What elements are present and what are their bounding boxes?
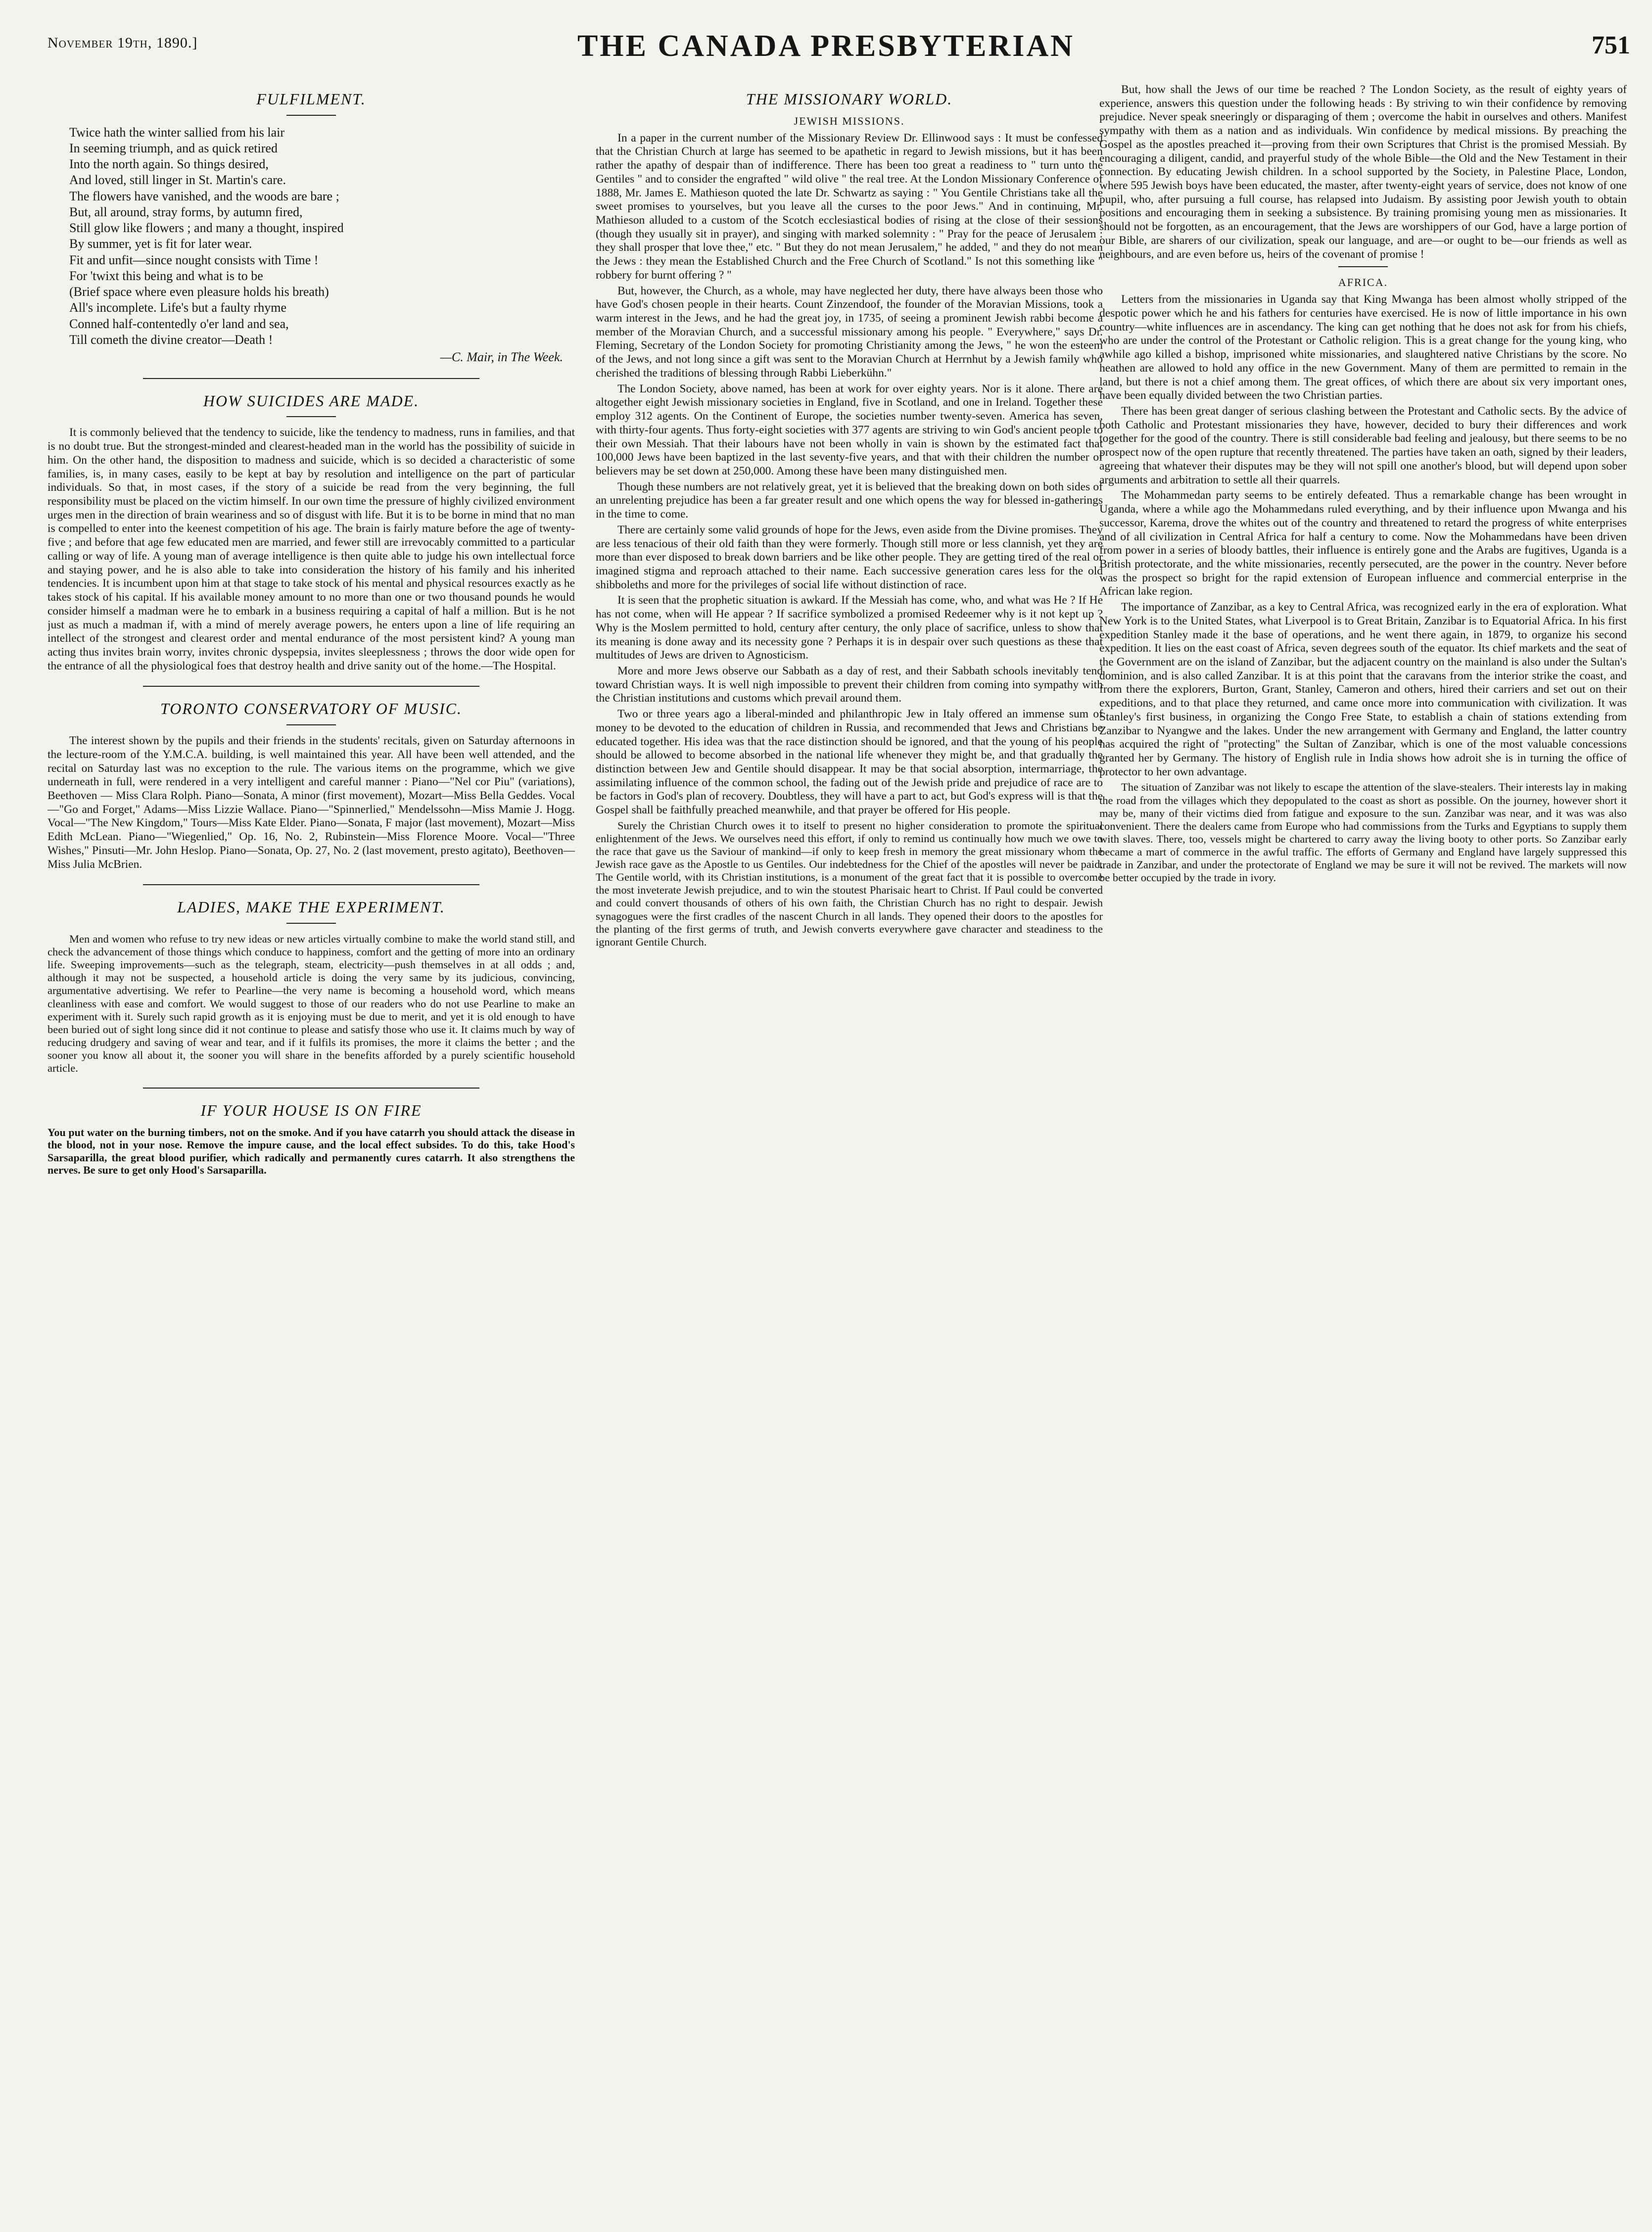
article-paragraph: Two or three years ago a liberal-minded and philanthropic Jew in Italy offered an immense sum of money to be devoted to the education of children in Russia, and recommended that Jews and Christians be educated together. His idea was that the race distinction should be ignored, and that the young of his people should be allowed to become absorbed in the national life whenever they might be, and that gradually the distinction between Jew and Gentile should disappear. It may be that social absorption, intermarriage, the assimilating influence of the common school, the fading out of the Jewish pride and prejudice of race are to be factors in God's plan of recovery. Doubtless, they will have a part to act, but God's express will is that the Gospel shall be faithfully preached meanwhile, and that prayer be offered for His people. [596, 708, 1103, 817]
column-left [47, 83, 575, 2221]
title-rule [286, 416, 336, 417]
suicides-title: HOW SUICIDES ARE MADE. [203, 391, 420, 410]
poem-line: Still glow like flowers ; and many a thought, inspired [69, 221, 344, 236]
poem-line: By summer, yet is fit for later wear. [69, 237, 252, 251]
page-number: 751 [1592, 31, 1630, 59]
africa-title: AFRICA. [1338, 276, 1388, 289]
toronto-title: TORONTO CONSERVATORY OF MUSIC. [160, 700, 462, 718]
ladies-title: LADIES, MAKE THE EXPERIMENT. [177, 898, 445, 916]
poem-line: Twice hath the winter sallied from his lair [69, 125, 284, 140]
poem-line: The flowers have vanished, and the woods are bare ; [69, 189, 339, 203]
poem-line: Into the north again. So things desired, [69, 157, 269, 172]
poem-line: Till cometh the divine creator—Death ! [69, 332, 273, 347]
article-paragraph: It is seen that the prophetic situation is awkard. If the Messiah has come, who, and what was He ? If He has not come, when will He appear ? If sacrifice symbolized a promised Redeemer why is it not kept up ? Why is the Moslem permitted to hold, century after century, the only place of sacrifice, unless to show that its meaning is done away and its necessity gone ? Perhaps it is in despair over such questions as these that multitudes of Jews are driven to Agnosticism. [596, 594, 1103, 662]
article-paragraph: There has been great danger of serious clashing between the Protestant and Catholic sects. By the advice of both Catholic and Protestant missionaries they have, however, decided to bury their differences and work together for the good of the country. There is still considerable bad feeling and jealousy, but there seems to be no prospect now of the open rupture that recently threatened. The parties have taken an oath, signed by their leaders, agreeing that whatever their disputes may be they will not spill one another's blood, but will depend upon sober arguments and arbitration to settle all their quarrels. [1099, 405, 1627, 486]
poem-line: In seeming triumph, and as quick retired [69, 141, 278, 155]
poem-line: (Brief space where even pleasure holds his breath) [69, 285, 329, 299]
newspaper-title: THE CANADA PRESBYTERIAN [577, 29, 1075, 63]
fulfilment-title: FULFILMENT. [256, 90, 366, 108]
masthead [0, 0, 1652, 74]
title-rule [286, 724, 336, 725]
article-paragraph: There are certainly some valid grounds of hope for the Jews, even aside from the Divine promises. They are less tenacious of their old faith than they were formerly. Though still more or less clannish, yet they are more than ever disposed to break down barriers and be like other people. They are getting tired of the real or imagined stigma and reproach attached to their name. Each successive generation cares less for the old shibboleths and more for the privileges of social life without distinction of race. [596, 523, 1103, 591]
column-middle [596, 83, 1103, 2221]
poem-line: But, all around, stray forms, by autumn fired, [69, 204, 303, 219]
title-rule [286, 115, 336, 116]
article-paragraph: But, how shall the Jews of our time be reached ? The London Society, as the result of eighty years of experience, answers this question under the following heads : By striving to win their confidence by removing prejudice. Never speak sneeringly or disparaging of them ; overcome the habit in ourselves and others. Manifest sympathy with them as a nation and as individuals. Win confidence by medical missions. By preaching the Gospel as the apostles preached it—proving from their own Scriptures that Christ is the promised Messiah. By encouraging a diligent, candid, and prayerful study of the whole Bible—the Old and the New Testament in their connection. By educating Jewish children. In a school supported by the Society, in Palestine Place, London, where 595 Jewish boys have been educated, the master, after twenty-eight years of service, does not know of one pupil, who, after pursuing a full course, has relapsed into Judaism. By assisting poor Jewish youth to obtain positions and encouraging them in seeking a subsistence. By training promising young men as missionaries. It should not be forgotten, as an encouragement, that the Jews are worshippers of our God, have a large portion of our Bible, are sharers of our civilization, speak our language, and are—or ought to be—our friends as well as neighbours, and are even before us, heirs of the covenant of promise ! [1099, 83, 1627, 261]
issue-date: November 19th, 1890.] [47, 35, 198, 51]
section-divider [143, 378, 479, 379]
article-paragraph: You put water on the burning timbers, not on the smoke. And if you have catarrh you should attack the disease in the blood, not in your nose. Remove the impure cause, and the local effect subsides. To do this, take Hood's Sarsaparilla, the great blood purifier, which radically and permanently cures catarrh. It also strengthens the nerves. Be sure to get only Hood's Sarsaparilla. [47, 1126, 575, 1177]
fire-title: IF YOUR HOUSE IS ON FIRE [200, 1101, 422, 1120]
article-paragraph: More and more Jews observe our Sabbath as a day of rest, and their Sabbath schools inevitably tend toward Christian ways. It is well nigh impossible to prevent their children from coming into sympathy with the Christian institutions and customs which prevail around them. [596, 665, 1103, 705]
article-paragraph: Surely the Christian Church owes it to itself to present no higher consideration to promote the spiritual enlightenment of the Jews. We ourselves need this effort, if only to remind us continually how much we owe to the race that gave us the Saviour of mankind—if only to keep fresh in memory the great missionary whom the Jewish race gave as the Apostle to us Gentiles. Our indebtedness for the Chief of the apostles will never be paid. The Gentile world, with its Christian institutions, is a monument of the great fact that it is possible to overcome the most inveterate Jewish prejudice, and to win the stoutest Pharisaic heart to Christ. If Paul could be converted and could convert thousands of others of his own faith, the Christian Church has no right to despair. Jewish synagogues were the first cradles of the nascent Church in all lands. They opened their doors to the apostles for the planting of the first germs of truth, and Jewish converts everywhere gave character and steadiness to the ignorant Gentile Church. [596, 819, 1103, 948]
article-paragraph: The interest shown by the pupils and their friends in the students' recitals, given on Saturday afternoons in the lecture-room of the Y.M.C.A. building, is well maintained this year. All have been well attended, and the recital on Saturday last was no exception to the rule. The various items on the programme, which we give underneath in full, were rendered in a very intelligent and careful manner : Piano—"Nel cor Piu" (variations), Beethoven — Miss Clara Rolph. Piano—Sonata, A minor (first movement), Mozart—Miss Bella Geddes. Vocal—"Go and Forget," Adams—Miss Lizzie Wallace. Piano—"Spinnerlied," Mendelssohn—Miss Mamie J. Hogg. Vocal—"The New Kingdom," Tours—Miss Kate Elder. Piano—Sonata, F major (last movement), Mozart—Miss Edith McLean. Piano—"Wiegenlied," Op. 16, No. 2, Rubinstein—Miss Florence Moore. Vocal—"Three Wishes," Pinsuti—Mr. John Heslop. Piano—Sonata, Op. 27, No. 2 (last movement, presto agitato), Beethoven—Miss Julia McBrien. [47, 734, 575, 871]
column-right [1099, 83, 1627, 2221]
poem-attribution: —C. Mair, in The Week. [440, 350, 563, 365]
article-paragraph: The situation of Zanzibar was not likely to escape the attention of the slave-stealers. Their interests lay in making the road from the villages which they depopulated to the coast as short as possible. On the journey, however short it may be, many of their victims died from fatigue and exposure to the sun. Zanzibar was near, and it was was also convenient. There the dealers came from Europe who had commissions from the Turks and Egyptians to supply them with slaves. There, too, vessels might be chartered to carry away the living booty to other ports. So Zanzibar early became a mart of commerce in the awful traffic. The efforts of Germany and England have largely suppressed this trade in Zanzibar, and under the protectorate of England we may be sure it will not be revived. The markets will now be better occupied by the trade in ivory. [1099, 781, 1627, 884]
poem-line: All's incomplete. Life's but a faulty rhyme [69, 300, 286, 315]
section-divider [143, 884, 479, 885]
jewish-missions-subtitle: JEWISH MISSIONS. [794, 114, 905, 127]
article-paragraph: The importance of Zanzibar, as a key to Central Africa, was recognized early in the era of exploration. What New York is to the United States, what Liverpool is to Great Britain, Zanzibar is to Equatorial Africa. In his first expedition Stanley made it the base of operations, and he went there again, in 1879, to organize his second expedition. It lies on the east coast of Africa, seven degrees south of the equator. Its chief markets and the seat of the Government are on the island of Zanzibar, but the adjacent country on the mainland is also under the Sultan's dominion, and is also called Zanzibar. It is at this point that the caravans from the interior strike the coast, and from there the explorers, Burton, Grant, Stanley, Cameron and others, hired their carriers and set out on their expeditions, and to that place they returned, and came once more into communication with civilization. It was Stanley's first business, in organizing the Congo Free State, to establish a chain of stations extending from Zanzibar to Nyangwe and the lakes. Under the new arrangement with Germany and England, the latter country has acquired the right of "protecting" the Sultan of Zanzibar, which is one of the most valuable concessions granted her by Germany. The history of English rule in India shows how adroit she is in turning the office of protector to her own advantage. [1099, 601, 1627, 778]
hoods-advertisement [47, 1126, 575, 1177]
article-paragraph: But, however, the Church, as a whole, may have neglected her duty, there have always been those who have God's chosen people in their hearts. Count Zinzendoof, the founder of the Moravian Missions, took a warm interest in the Jews, and he had the great joy, in 1735, of seeing a prominent Jewish rabbi become a member of the Moravian Church, and a successful missionary among his people. " Everywhere," says Dr. Fleming, Secretary of the London Society for promoting Christianity among the Jews, " he won the esteem of the Jews, and not long since a gift was sent to the Moravian Church at Herrnhut by a Jewish family who cherished the traditions of blessing through Rabbi Lieberkühn." [596, 284, 1103, 380]
article-paragraph: Letters from the missionaries in Uganda say that King Mwanga has been almost wholly stripped of the despotic power which he and his fathers for centuries have exercised. He is now of little importance in his own country—white influences are in ascendancy. The king can get nothing that he does not ask for from his chiefs, who are under the control of the Protestant or Catholic religion. This is a great change for the young king, who awhile ago killed a bishop, imprisoned white missionaries, and slaughtered native Christians by the score. No heathen are allowed to hold any office in the new Government. Many of them are permitted to remain in the land, but there is not a chief among them. The great offices, of which there are about six very important ones, have been equally divided between the two Christian parties. [1099, 293, 1627, 402]
fulfilment-poem [69, 125, 575, 348]
article-paragraph: Though these numbers are not relatively great, yet it is believed that the breaking down on both sides of an unrelenting prejudice has been a far greater result and one which opens the way for blessed in-gatherings in the time to come. [596, 480, 1103, 521]
poem-line: For 'twixt this being and what is to be [69, 268, 263, 283]
title-rule [286, 923, 336, 924]
article-paragraph: The Mohammedan party seems to be entirely defeated. Thus a remarkable change has been wrought in Uganda, where a while ago the Mohammedans ruled everything, and by their influence upon Mwanga and his successor, Karema, drove the whites out of the country and threatened to retard the progress of white enterprises and of all civilization in Central Africa for half a century to come. Now the Mohammedans have been driven from power in a series of bloody battles, their influence is entirely gone and the Arabs are fugitives, Uganda is a British protectorate, and the white missionaries, recently persecuted, are the power in the country. Never before was the prospect so bright for the rapid extension of European influence and commercial enterprise in the African lake region. [1099, 489, 1627, 598]
section-divider [143, 686, 479, 687]
article-paragraph: It is commonly believed that the tendency to suicide, like the tendency to madness, runs in families, and that is no doubt true. But the strongest-minded and clearest-headed man in the world has the possibility of suicide in him. On the other hand, the disposition to madness and suicide, which is so decided a characteristic of some families, is, in many cases, easily to be kept at bay by resolution and intelligence on the part of particular individuals. So that, in most cases, if the story of a suicide be read from the very beginning, the full responsibility must be placed on the victim himself. In our own time the pressure of highly civilized environment urges men in the direction of brain weariness and so of disgust with life. But it is to be borne in mind that no man is compelled to enter into the keenest competition of his age. The brain is fairly mature before the age of twenty-five ; and before that age few educated men are married, and fewer still are irrevocably committed to a particular calling or way of life. A young man of average intelligence is then quite able to judge his own intellectual force and staying power, and he is also able to take into consideration the history of his family and his inherited tendencies. It is incumbent upon him at that stage to take stock of his mental and physical resources exactly as he takes stock of his capital. If his available money amount to no more than one or two thousand pounds he would consider himself a madman were he to embark in a business requiring a capital of half a million. But is he not just as much a madman if, with a mind of merely average powers, he enters upon a line of life requiring an intellect of the strongest and clearest order and mental endurance of the most persistent kind? A young man acting thus invites brain worry, invites chronic dyspepsia, invites sleeplessness ; throws the door wide open for the entrance of all the physiological foes that destroy health and drive sanity out of the home.—The Hospital. [47, 426, 575, 672]
poem-line: Conned half-contentedly o'er land and sea, [69, 316, 289, 331]
missionary-world-title: THE MISSIONARY WORLD. [746, 90, 953, 108]
section-divider [1338, 266, 1388, 267]
article-paragraph: In a paper in the current number of the Missionary Review Dr. Ellinwood says : It must be confessed that the Christian Church at large has seemed to be apathetic in regard to Jewish missions, but it has been rather the apathy of despair than of indifference. There has been too great a readiness to " turn unto the Gentiles " and to consider the engrafted " wild olive " the real tree. At the London Missionary Conference of 1888, Mr. James E. Mathieson quoted the late Dr. Schwartz as saying : " You Gentile Christians take all the sweet promises to yourselves, but you leave all the curses to the poor Jews." And in continuing, Mr. Mathieson alluded to a custom of the Scotch ecclesiastical bodies of rising at the close of their sessions (though they usually sit in prayer), and singing with marked solemnity : " Pray for the peace of Jerusalem : they shall prosper that love thee," etc. " But they do not mean Jerusalem," he added, " and they do not mean the Jews : they mean the Established Church and the Free Church of Scotland." Is not this something like " robbery for burnt offering ? " [596, 131, 1103, 282]
section-divider [143, 1088, 479, 1089]
poem-line: And loved, still linger in St. Martin's care. [69, 173, 286, 188]
poem-line: Fit and unfit—since nought consists with Time ! [69, 252, 319, 267]
article-paragraph: The London Society, above named, has been at work for over eighty years. Nor is it alone. There are altogether eight Jewish missionary societies in England, five in Scotland, and one in Ireland. Together these employ 312 agents. On the Continent of Europe, the societies number twenty-seven. America has seven, with thirty-four agents. Thus forty-eight societies with 377 agents are striving to win God's ancient people to their own Messiah. That their labours have not been wholly in vain is shown by the estimated fact that 100,000 Jews have been baptized in the last seventy-five years, and that with their children the number of believers may be set down at 250,000. Among these have been many distinguished men. [596, 382, 1103, 477]
article-paragraph: Men and women who refuse to try new ideas or new articles virtually combine to make the world stand still, and check the advancement of those things which conduce to happiness, comfort and the getting of more into an ordinary life. Sweeping improvements—such as the telegraph, steam, electricity—push themselves in at all odds ; and, although it may not be suspected, a household article is doing the very same by its judicious, convincing, argumentative advertising. We refer to Pearline—the very name is becoming a household word, which means cleanliness with ease and comfort. We would suggest to those of our readers who do not use Pearline to make an experiment with it. Surely such rapid growth as it is enjoying must be due to merit, and yet it is old enough to have been buried out of sight long since did it not continue to please and satisfy those who use it. It claims much by way of reducing drudgery and saving of wear and tear, and if it fulfils its promises, the more it claims the better ; and the sooner you know all about it, the sooner you will share in the benefits afforded by a purely scientific household article. [47, 933, 575, 1075]
